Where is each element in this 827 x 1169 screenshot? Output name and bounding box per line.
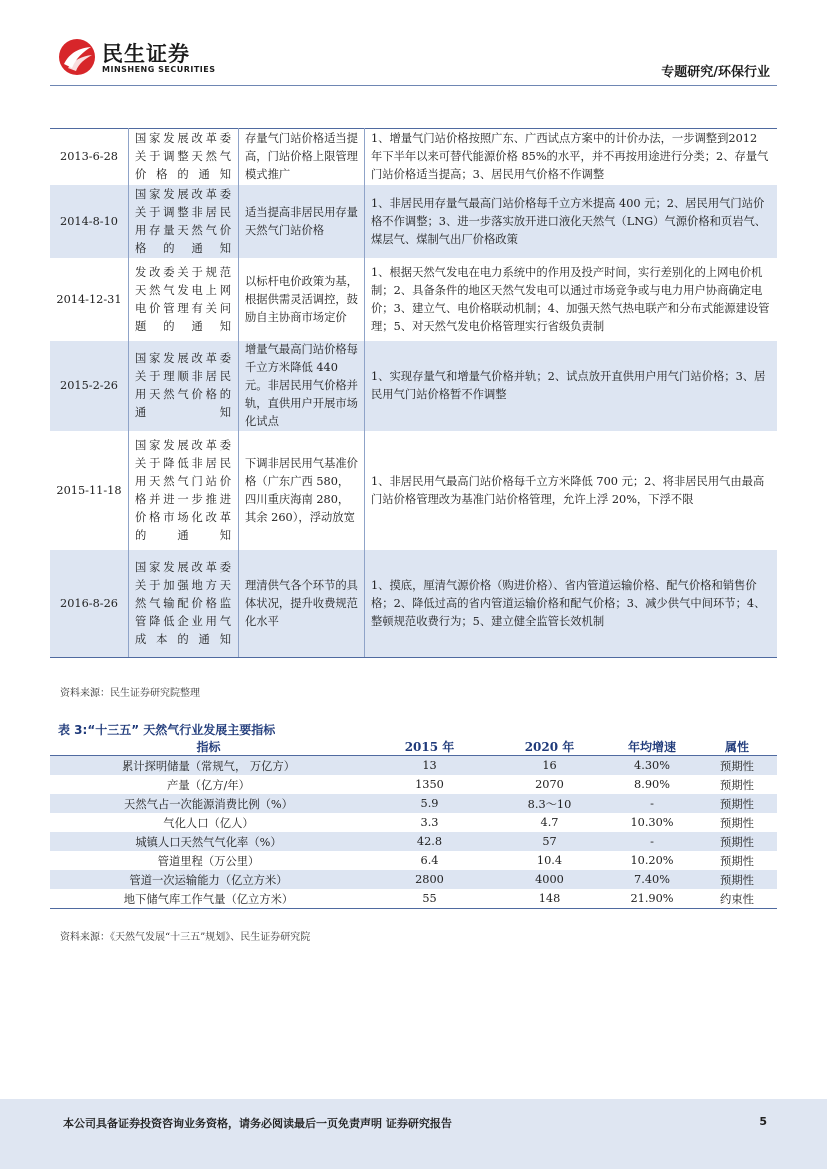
indicator-row [50,813,777,832]
gas-price-policy-table [50,128,777,658]
policy-date: 2016-8-26 [50,550,129,658]
indicator-row [50,775,777,794]
policy-row [50,185,777,259]
annual-growth: - [607,794,697,813]
indicator-row [50,870,777,889]
value-2020: 4000 [492,870,607,889]
indicators-table-title: 表 3:“十三五” 天然气行业发展主要指标 [58,723,276,737]
policy-details: 1、根据天然气发电在电力系统中的作用及投产时间，实行差别化的上网电价机制；2、具备条件的地区天然气发电可以通过市场竞争或与电力用户协商确定电价；3、建立气、电价格联动机制；4、加强天然气热电联产和分布式能源建设管理；5、对天然气发电价格管理实行省级负责制 [365,259,778,341]
indicators-table-source: 资料来源：《天然气发展“十三五”规划》、民生证券研究院 [60,932,311,943]
value-2020: 148 [492,889,607,909]
policy-date: 2013-6-28 [50,129,129,185]
policy-name: 国家发展改革委关于加强地方天然气输配价格监管降低企业用气成本的通知 [129,550,239,658]
company-logo [58,38,228,78]
indicator-row [50,851,777,870]
policy-name: 国家发展改革委关于调整天然气价格的通知 [129,129,239,185]
attribute: 预期性 [697,756,777,776]
policy-summary: 适当提高非居民用存量天然气门站价格 [239,185,365,259]
attribute: 约束性 [697,889,777,909]
policy-name: 国家发展改革委关于理顺非居民用天然气价格的通知 [129,341,239,432]
indicator-name: 管道一次运输能力（亿立方米） [50,870,367,889]
policy-row [50,341,777,432]
policy-row [50,259,777,341]
header-divider [50,85,777,86]
footer-disclaimer: 本公司具备证券投资咨询业务资格，请务必阅读最后一页免责声明 证券研究报告 [63,1117,452,1130]
indicator-row [50,889,777,909]
attribute: 预期性 [720,778,754,792]
brand-name-cn: 民生证券 [102,42,190,66]
value-2015: 13 [367,756,492,776]
indicator-row [50,832,777,851]
value-2015: 42.8 [367,832,492,851]
attribute: 预期性 [697,794,777,813]
policy-table-source: 资料来源：民生证券研究院整理 [60,688,200,699]
attribute: 预期性 [697,870,777,889]
indicator-name: 产量（亿方/年） [167,778,250,792]
indicators-table-body [50,756,777,909]
policy-row [50,432,777,550]
policy-summary: 增量气最高门站价格每千立方米降低 440元。非居民用气价格并轨，直供用户开展市场化试点 [239,341,365,432]
indicator-row [50,794,777,813]
value-2020: 8.3～10 [492,794,607,813]
page-footer [0,1099,827,1169]
annual-growth: 10.30% [630,816,674,829]
indicator-name: 城镇人口天然气气化率（%） [50,832,367,851]
policy-details: 1、非居民用存量气最高门站价格每千立方米提高 400 元；2、居民用气门站价格不作调整；3、进一步落实放开进口液化天然气（LNG）气源价格和页岩气、煤层气、煤制气出厂价格政策 [365,185,778,259]
policy-name: 国家发展改革委关于调整非居民用存量天然气价格的通知 [129,185,239,259]
indicator-name: 天然气占一次能源消费比例（%） [50,794,367,813]
col-header-indicator: 指标 [50,737,367,756]
col-header-growth: 年均增速 [607,737,697,756]
value-2015: 3.3 [420,816,439,829]
indicator-name: 累计探明储量（常规气， 万亿方） [50,756,367,776]
indicator-name: 气化人口（亿人） [163,816,254,830]
indicators-header-row [50,737,777,756]
attribute: 预期性 [697,832,777,851]
policy-details: 1、增量气门站价格按照广东、广西试点方案中的计价办法，一步调整到2012 年下半年以来可替代能源价格 85%的水平，并不再按用途进行分类；2、存量气门站价格适当提高；3、居民用气价格不作调整 [365,129,778,185]
policy-summary: 以标杆电价政策为基，根据供需灵活调控，鼓励自主协商市场定价 [239,259,365,341]
policy-summary: 存量气门站价格适当提高，门站价格上限管理模式推广 [239,129,365,185]
value-2015: 55 [367,889,492,909]
brand-name-en: MINSHENG SECURITIES [102,65,216,74]
policy-name: 发改委关于规范天然气发电上网电价管理有关问题的通知 [129,259,239,341]
value-2015: 5.9 [367,794,492,813]
annual-growth: 21.90% [607,889,697,909]
policy-details: 1、摸底，厘清气源价格（购进价格）、省内管道运输价格、配气价格和销售价格；2、降低过高的省内管道运输价格和配气价格；3、减少供气中间环节；4、整顿规范收费行为；5、建立健全监管长效机制 [365,550,778,658]
policy-date: 2014-12-31 [50,259,129,341]
col-header-2015: 2015 年 [367,737,492,756]
value-2020: 10.4 [536,854,563,867]
policy-row [50,129,777,185]
value-2020: 4.7 [540,816,559,829]
annual-growth: 7.40% [607,870,697,889]
gas-indicators-table [50,737,777,909]
value-2015: 2800 [367,870,492,889]
policy-summary: 理清供气各个环节的具体状况，提升收费规范化水平 [239,550,365,658]
policy-details: 1、实现存量气和增量气价格并轨；2、试点放开直供用户用气门站价格；3、居民用气门站价格暂不作调整 [365,341,778,432]
policy-row [50,550,777,658]
attribute: 预期性 [720,816,754,830]
page-number: 5 [759,1115,767,1128]
indicator-name: 管道里程（万公里） [157,854,260,868]
policy-table-body [50,129,777,658]
attribute: 预期性 [720,854,754,868]
annual-growth: 4.30% [607,756,697,776]
annual-growth: 8.90% [634,778,670,791]
minsheng-logo-icon [58,38,96,76]
policy-date: 2014-8-10 [50,185,129,259]
policy-details: 1、非居民用气最高门站价格每千立方米降低 700 元；2、将非居民用气由最高门站价格管理改为基准门站价格管理，允许上浮 20%，下浮不限 [365,432,778,550]
value-2015: 6.4 [420,854,439,867]
policy-date: 2015-11-18 [50,432,129,550]
col-header-2020: 2020 年 [492,737,607,756]
annual-growth: - [607,832,697,851]
policy-name: 国家发展改革委关于降低非居民用天然气门站价格并进一步推进价格市场化改革的通知 [129,432,239,550]
indicator-name: 地下储气库工作气量（亿立方米） [50,889,367,909]
policy-summary: 下调非居民用气基准价格（广东广西 580，四川重庆海南 280，其余 260），浮动放宽 [239,432,365,550]
value-2020: 16 [492,756,607,776]
report-category: 专题研究/环保行业 [661,65,770,80]
annual-growth: 10.20% [630,854,674,867]
col-header-attribute: 属性 [697,737,777,756]
value-2015: 1350 [415,778,444,791]
value-2020: 2070 [535,778,564,791]
value-2020: 57 [492,832,607,851]
indicator-row [50,756,777,776]
policy-date: 2015-2-26 [50,341,129,432]
